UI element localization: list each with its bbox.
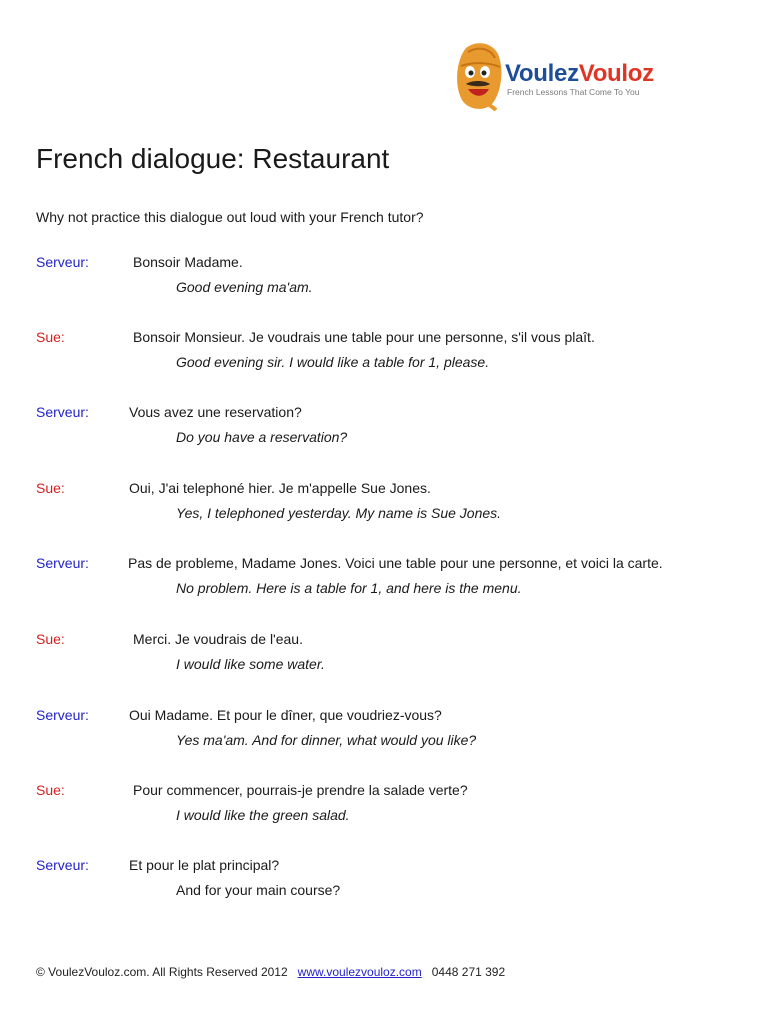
brand-logo xyxy=(452,40,692,116)
english-translation: Do you have a reservation? xyxy=(176,429,348,445)
dialogue-turn xyxy=(0,855,768,905)
french-line: Et pour le plat principal? xyxy=(129,857,280,873)
dialogue-turn xyxy=(0,402,768,452)
speaker-label: Sue: xyxy=(36,329,65,345)
dialogue-turn xyxy=(0,553,768,603)
page-footer xyxy=(36,964,505,980)
speaker-label: Serveur: xyxy=(36,857,89,873)
french-line: Merci. Je voudrais de l'eau. xyxy=(133,631,303,647)
french-line: Oui Madame. Et pour le dîner, que voudriez-vous? xyxy=(129,707,442,723)
dialogue-turn xyxy=(0,327,768,377)
dialogue-turn xyxy=(0,780,768,830)
english-translation: I would like some water. xyxy=(176,656,325,672)
french-line: Oui, J'ai telephoné hier. Je m'appelle Sue Jones. xyxy=(129,480,431,496)
brand-word-part1: Voulez xyxy=(505,60,579,87)
french-line: Pour commencer, pourrais-je prendre la salade verte? xyxy=(133,782,468,798)
speaker-label: Serveur: xyxy=(36,555,89,571)
french-line: Bonsoir Madame. xyxy=(133,254,243,270)
english-translation: Good evening sir. I would like a table for 1, please. xyxy=(176,354,490,370)
brand-wordmark xyxy=(505,60,654,88)
brand-tagline: French Lessons That Come To You xyxy=(507,87,640,97)
brand-word-part2: Vouloz xyxy=(578,60,654,87)
speaker-label: Sue: xyxy=(36,782,65,798)
english-translation: And for your main course? xyxy=(176,882,341,898)
speaker-label: Sue: xyxy=(36,480,65,496)
speaker-label: Serveur: xyxy=(36,254,89,270)
dialogue-turn xyxy=(0,705,768,755)
dialogue-turn xyxy=(0,629,768,679)
english-translation: No problem. Here is a table for 1, and here is the menu. xyxy=(176,580,522,596)
footer-phone: 0448 271 392 xyxy=(431,965,506,979)
french-line: Bonsoir Monsieur. Je voudrais une table pour une personne, s'il vous plaît. xyxy=(133,329,595,345)
french-line: Pas de probleme, Madame Jones. Voici une table pour une personne, et voici la carte. xyxy=(128,555,663,571)
page-title: French dialogue: Restaurant xyxy=(36,143,390,174)
english-translation: Yes ma'am. And for dinner, what would you like? xyxy=(176,732,477,748)
footer-copyright: © VoulezVouloz.com. All Rights Reserved 2012 xyxy=(36,965,288,979)
croissant-mascot-icon xyxy=(452,40,504,112)
english-translation: Good evening ma'am. xyxy=(176,279,313,295)
intro-text: Why not practice this dialogue out loud with your French tutor? xyxy=(36,209,424,225)
english-translation: I would like the green salad. xyxy=(176,807,350,823)
french-line: Vous avez une reservation? xyxy=(129,404,302,420)
english-translation: Yes, I telephoned yesterday. My name is Sue Jones. xyxy=(176,505,502,521)
dialogue-turn xyxy=(0,478,768,528)
speaker-label: Sue: xyxy=(36,631,65,647)
footer-website-link[interactable]: www.voulezvouloz.com xyxy=(297,965,422,979)
speaker-label: Serveur: xyxy=(36,404,89,420)
speaker-label: Serveur: xyxy=(36,707,89,723)
dialogue-turn xyxy=(0,252,768,302)
